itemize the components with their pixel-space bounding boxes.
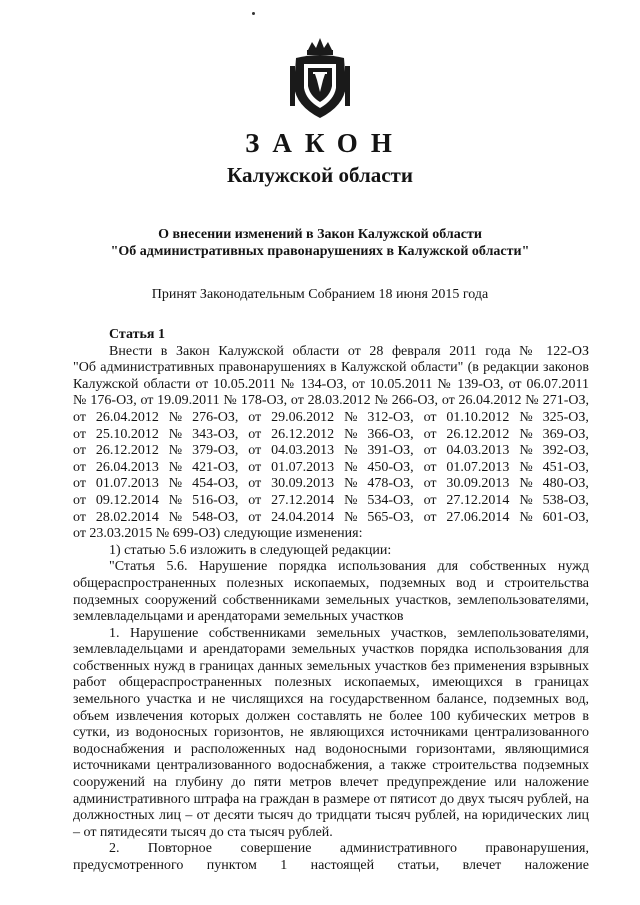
amendment-cell: № <box>519 476 533 492</box>
amendment-cell: от <box>248 476 262 492</box>
amendment-cell: от <box>248 426 262 442</box>
article-5-6-part-2: 2. Повторное совершение административного правонарушения, <box>109 841 589 857</box>
amendment-cell: № <box>168 509 183 525</box>
amendment-cell: № <box>519 492 533 508</box>
amendment-cell: от <box>248 509 262 525</box>
amendment-cell: 28.02.2014 <box>95 509 159 525</box>
amendment-cell: № <box>168 476 183 492</box>
amendment-cell: от <box>423 492 437 508</box>
amendment-cell: от <box>248 409 262 425</box>
amendment-cell: 421-ОЗ, <box>192 459 239 475</box>
amendment-cell: № <box>344 509 358 525</box>
law-title: ЗАКОН <box>245 128 405 158</box>
amendment-cell: 27.06.2014 <box>446 509 510 525</box>
amendment-cell: 01.07.2013 <box>271 459 335 475</box>
amendment-cell: 27.12.2014 <box>446 492 510 508</box>
amendment-cell: 450-ОЗ, <box>367 459 414 475</box>
amendment-cell: № <box>344 492 358 508</box>
amendment-row <box>73 427 589 444</box>
amendment-cell: 379-ОЗ, <box>192 443 239 459</box>
amendment-cell: 534-ОЗ, <box>367 492 414 508</box>
amendment-cell: 04.03.2013 <box>271 443 335 459</box>
amendment-cell: от <box>248 492 262 508</box>
amendment-row <box>73 510 589 527</box>
article-5-6-title: "Статья 5.6. Нарушение порядка использования для собственных нужд общераспространенных полезных ископаемых, подземных вод и строительства подземных сооружений собственниками земельных участков, землепользователями, землевладельцами и арендаторами земельных участков <box>73 559 589 625</box>
intro-end: от 23.03.2015 № 699-ОЗ) следующие изменения: <box>73 526 363 542</box>
amendment-cell: № <box>168 443 183 459</box>
amendment-cell: 26.12.2012 <box>271 426 335 442</box>
amendment-cell: от <box>73 476 86 492</box>
amendment-cell: 26.04.2012 <box>95 409 159 425</box>
amendment-cell: 26.12.2012 <box>95 443 159 459</box>
amendment-cell: 454-ОЗ, <box>192 476 239 492</box>
amendment-cell: 312-ОЗ, <box>367 409 414 425</box>
amendment-cell: № <box>168 409 183 425</box>
amendment-cell: от <box>73 492 86 508</box>
amendment-cell: 25.10.2012 <box>95 426 159 442</box>
amendment-cell: 29.06.2012 <box>271 409 335 425</box>
intro-line: Внести в Закон Калужской области от 28 февраля 2011 года № 122-ОЗ <box>109 343 589 359</box>
amendment-cell: 538-ОЗ, <box>542 492 589 508</box>
law-heading <box>0 226 640 260</box>
amendment-cell: № <box>168 426 183 442</box>
adoption-line: Принят Законодательным Собранием 18 июня 2015 года <box>151 287 489 302</box>
amendment-cell: 480-ОЗ, <box>542 476 589 492</box>
amendment-cell: 601-ОЗ, <box>542 509 589 525</box>
article-5-6-part-2-cont: предусмотренного пунктом 1 настоящей статьи, влечет наложение <box>73 858 589 873</box>
intro-line: "Об административных правонарушениях в Калужской области" (в редакции законов <box>73 360 589 376</box>
amendment-cell: 27.12.2014 <box>271 492 335 508</box>
law-region: Калужской области <box>227 163 413 187</box>
amendment-cell: от <box>423 459 437 475</box>
amendment-cell: от <box>423 476 437 492</box>
amendment-cell: № <box>344 409 358 425</box>
coat-of-arms-emblem <box>286 36 354 120</box>
amendment-cell: № <box>519 443 533 459</box>
heading-line-1: О внесении изменений в Закон Калужской области <box>158 227 482 242</box>
amendment-cell: от <box>423 443 437 459</box>
amendment-cell: от <box>248 443 262 459</box>
amendment-cell: от <box>423 409 437 425</box>
amendment-cell: № <box>519 509 533 525</box>
amendment-cell: № <box>344 426 358 442</box>
article-title: Статья 1 <box>109 327 165 342</box>
amendment-cell: 369-ОЗ, <box>542 426 589 442</box>
amendment-cell: № <box>519 459 533 475</box>
amendment-cell: № <box>519 426 533 442</box>
amendment-cell: 451-ОЗ, <box>542 459 589 475</box>
amendment-cell: от <box>73 409 86 425</box>
intro-line: Калужской области от 10.05.2011 № 134-ОЗ, от 10.05.2011 № 139-ОЗ, от 06.07.2011 <box>73 376 589 392</box>
article-1 <box>73 327 589 875</box>
amendment-cell: 30.09.2013 <box>271 476 335 492</box>
amendment-row <box>73 443 589 460</box>
amendment-cell: № <box>344 476 358 492</box>
amendment-cell: от <box>73 509 86 525</box>
article-5-6-part-1: 1. Нарушение собственниками земельных участков, землепользователями, землевладельцами и арендаторами земельных участков порядка использования для собственных нужд в границах данных земельных участков без применения взрывных работ общераспространенных полезных ископаемых, имеющихся в границах земельного участка и не числящихся на государственном балансе, подземных вод, объем извлечения которых должен составлять не более 100 кубических метров в сутки, из водоносных горизонтов, не являющихся источниками централизованного водоснабжения и расположенных над водоносными горизонтами, являющимися источниками централизованного водоснабжения, а также строительства подземных сооружений на глубину до пяти метров влечет предупреждение или наложение административного штрафа на граждан в размере от пятисот до двух тысяч рублей, на должностных лиц – от десяти тысяч до тридцати тысяч рублей, на юридических лиц – от пятидесяти тысяч до ста тысяч рублей. <box>73 625 589 840</box>
amendment-cell: № <box>168 492 183 508</box>
amendment-cell: от <box>73 426 86 442</box>
amendment-cell: № <box>168 459 183 475</box>
amendment-cell: от <box>73 443 86 459</box>
amendment-row <box>73 476 589 493</box>
amendment-cell: 01.07.2013 <box>446 459 510 475</box>
amendment-cell: от <box>423 509 437 525</box>
amendment-cell: 09.12.2014 <box>95 492 159 508</box>
amendment-cell: № <box>519 409 533 425</box>
mark-dot <box>252 12 255 15</box>
amendment-cell: 343-ОЗ, <box>192 426 239 442</box>
amendment-cell: от <box>248 459 262 475</box>
amendment-cell: 565-ОЗ, <box>367 509 414 525</box>
amendment-cell: 392-ОЗ, <box>542 443 589 459</box>
amendment-cell: 30.09.2013 <box>446 476 510 492</box>
amendment-row <box>73 493 589 510</box>
item-1: 1) статью 5.6 изложить в следующей редакции: <box>109 542 392 558</box>
intro-line: № 176-ОЗ, от 19.09.2011 № 178-ОЗ, от 28.03.2012 № 266-ОЗ, от 26.04.2012 № 271-ОЗ, <box>73 393 589 409</box>
amendment-cell: 478-ОЗ, <box>367 476 414 492</box>
heading-line-2: "Об административных правонарушениях в Калужской области" <box>110 244 530 259</box>
amendment-cell: от <box>73 459 86 475</box>
amendment-row <box>73 410 589 427</box>
amendment-cell: № <box>344 459 358 475</box>
amendment-cell: 366-ОЗ, <box>367 426 414 442</box>
amendment-cell: 01.10.2012 <box>446 409 510 425</box>
amendment-cell: № <box>344 443 358 459</box>
amendment-cell: 26.12.2012 <box>446 426 510 442</box>
amendment-cell: 548-ОЗ, <box>192 509 239 525</box>
amendment-cell: 516-ОЗ, <box>192 492 239 508</box>
amendment-cell: 391-ОЗ, <box>367 443 414 459</box>
amendment-cell: 01.07.2013 <box>95 476 159 492</box>
amendment-cell: 276-ОЗ, <box>192 409 239 425</box>
amendment-list <box>73 410 589 526</box>
amendment-cell: 325-ОЗ, <box>542 409 589 425</box>
amendment-row <box>73 460 589 477</box>
amendment-cell: 24.04.2014 <box>271 509 335 525</box>
amendment-cell: от <box>423 426 437 442</box>
amendment-cell: 26.04.2013 <box>95 459 159 475</box>
amendment-cell: 04.03.2013 <box>446 443 510 459</box>
